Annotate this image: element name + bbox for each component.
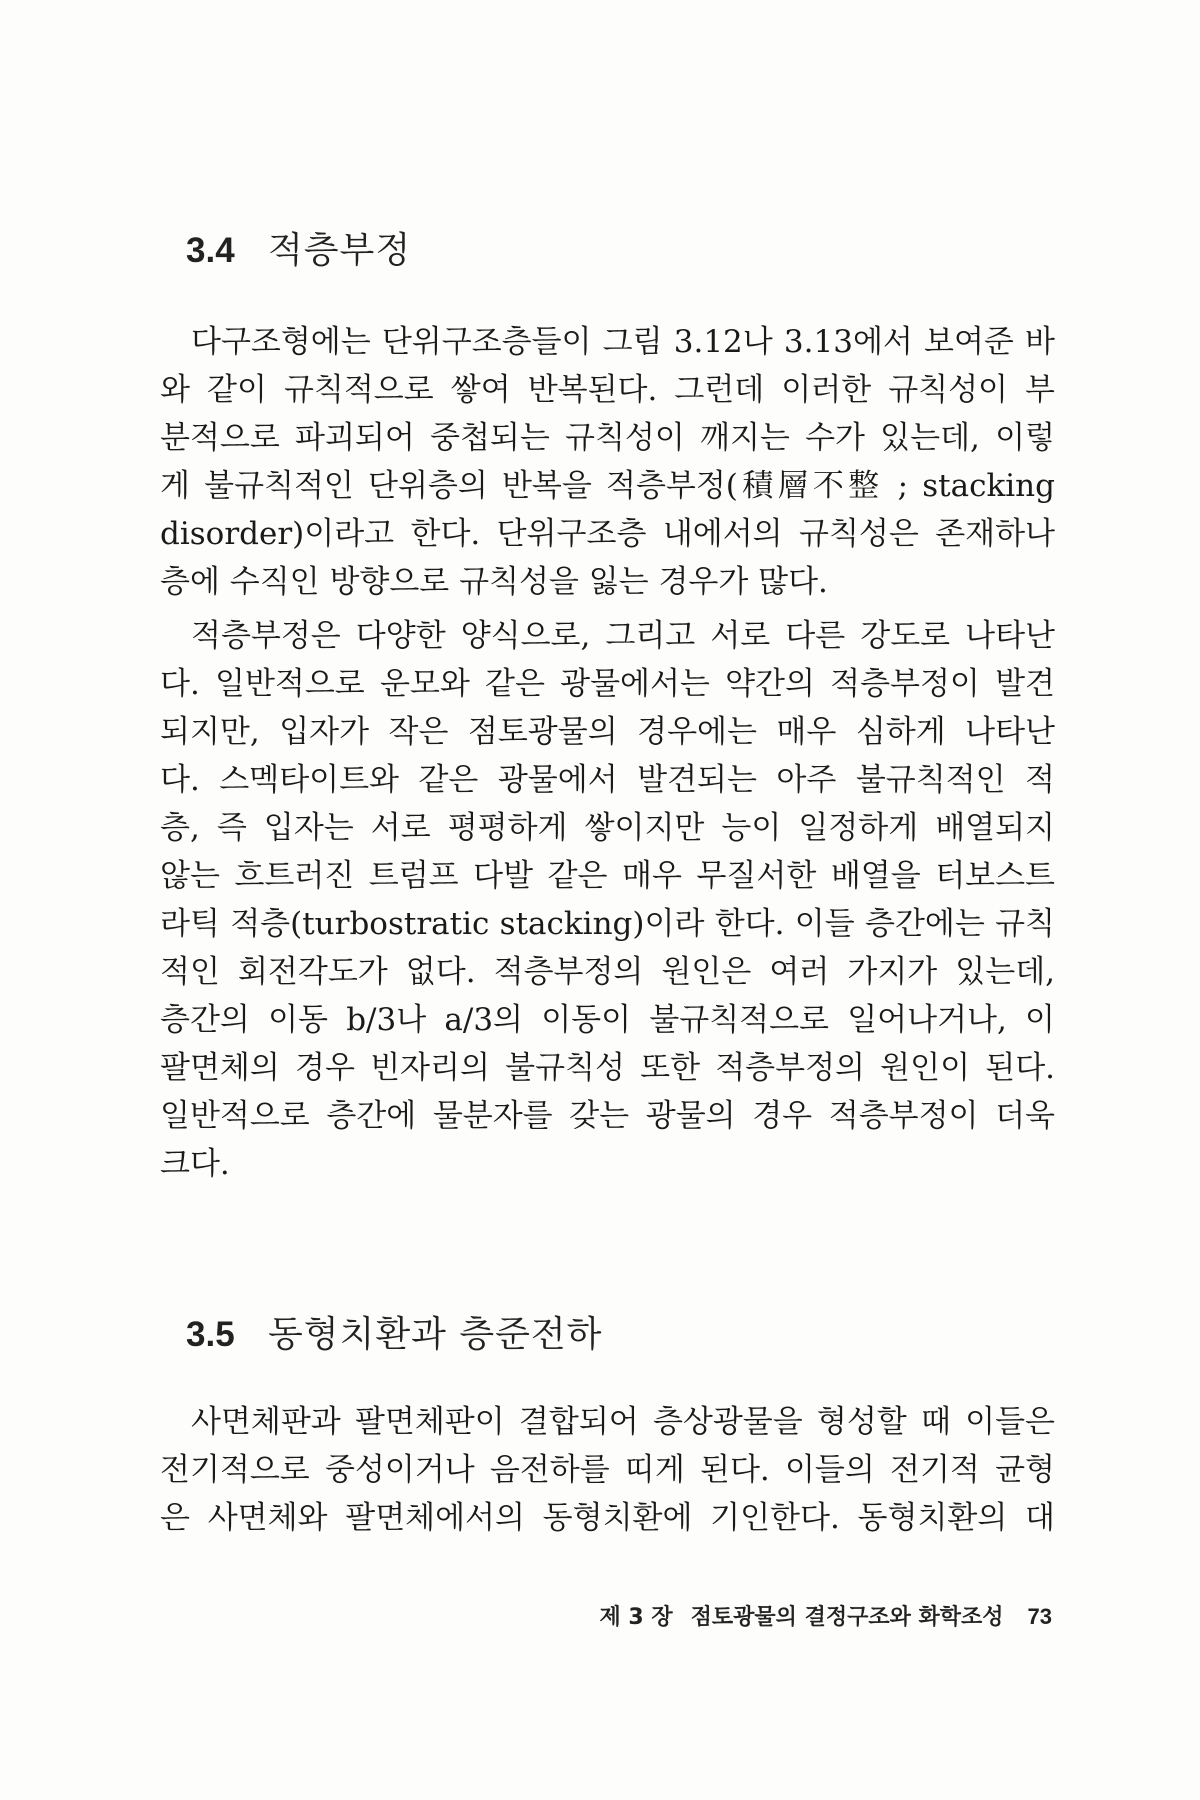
text-line: 팔면체의 경우 빈자리의 불규칙성 또한 적층부정의 원인이 된다.	[160, 1050, 1055, 1086]
section-title: 동형치환과 층준전하	[268, 1314, 603, 1355]
section-number: 3.4	[186, 231, 235, 270]
text-line: 사면체판과 팔면체판이 결합되어 층상광물을 형성할 때 이들은	[191, 1404, 1055, 1440]
section-number: 3.5	[186, 1315, 235, 1354]
text-line: 일반적으로 층간에 물분자를 갖는 광물의 경우 적층부정이 더욱	[160, 1098, 1055, 1134]
paragraph-stacking-disorder-intro	[160, 318, 1055, 606]
text-line: 다구조형에는 단위구조층들이 그림 3.12나 3.13에서 보여준 바	[191, 324, 1055, 360]
text-line: 층간의 이동 b/3나 a/3의 이동이 불규칙적으로 일어나거나, 이	[160, 1002, 1055, 1038]
section-heading-3-4	[186, 222, 411, 273]
paragraph-stacking-disorder-detail	[160, 612, 1055, 1188]
text-line: 와 같이 규칙적으로 쌓여 반복된다. 그런데 이러한 규칙성이 부	[160, 372, 1055, 408]
text-line: 게 불규칙적인 단위층의 반복을 적층부정(積層不整 ; stacking	[160, 468, 1055, 504]
section-heading-3-5	[186, 1306, 602, 1357]
text-line: 적층부정은 다양한 양식으로, 그리고 서로 다른 강도로 나타난	[191, 618, 1055, 654]
text-line: 되지만, 입자가 작은 점토광물의 경우에는 매우 심하게 나타난	[160, 714, 1055, 750]
text-line: 적인 회전각도가 없다. 적층부정의 원인은 여러 가지가 있는데,	[160, 954, 1055, 990]
paragraph-isomorphous-substitution	[160, 1398, 1055, 1542]
text-line: 다. 스멕타이트와 같은 광물에서 발견되는 아주 불규칙적인 적	[160, 762, 1055, 798]
text-line: disorder)이라고 한다. 단위구조층 내에서의 규칙성은 존재하나	[160, 516, 1055, 552]
text-line: 은 사면체와 팔면체에서의 동형치환에 기인한다. 동형치환의 대	[160, 1500, 1055, 1536]
text-line: 분적으로 파괴되어 중첩되는 규칙성이 깨지는 수가 있는데, 이렇	[160, 420, 1055, 456]
section-title: 적층부정	[268, 230, 412, 271]
footer-chapter: 제 3 장	[599, 1605, 673, 1630]
text-line: 크다.	[160, 1146, 230, 1182]
text-line: 다. 일반적으로 운모와 같은 광물에서는 약간의 적층부정이 발견	[160, 666, 1055, 702]
text-line: 층에 수직인 방향으로 규칙성을 잃는 경우가 많다.	[160, 564, 828, 600]
text-line: 라틱 적층(turbostratic stacking)이라 한다. 이들 층간에는 규칙	[160, 906, 1055, 942]
page-footer	[600, 1600, 1052, 1631]
text-line: 전기적으로 중성이거나 음전하를 띠게 된다. 이들의 전기적 균형	[160, 1452, 1055, 1488]
text-line: 층, 즉 입자는 서로 평평하게 쌓이지만 능이 일정하게 배열되지	[160, 810, 1055, 846]
footer-chapter-title: 점토광물의 결정구조와 화학조성	[690, 1605, 1004, 1630]
text-line: 않는 흐트러진 트럼프 다발 같은 매우 무질서한 배열을 터보스트	[160, 858, 1055, 894]
page-number: 73	[1027, 1604, 1052, 1629]
